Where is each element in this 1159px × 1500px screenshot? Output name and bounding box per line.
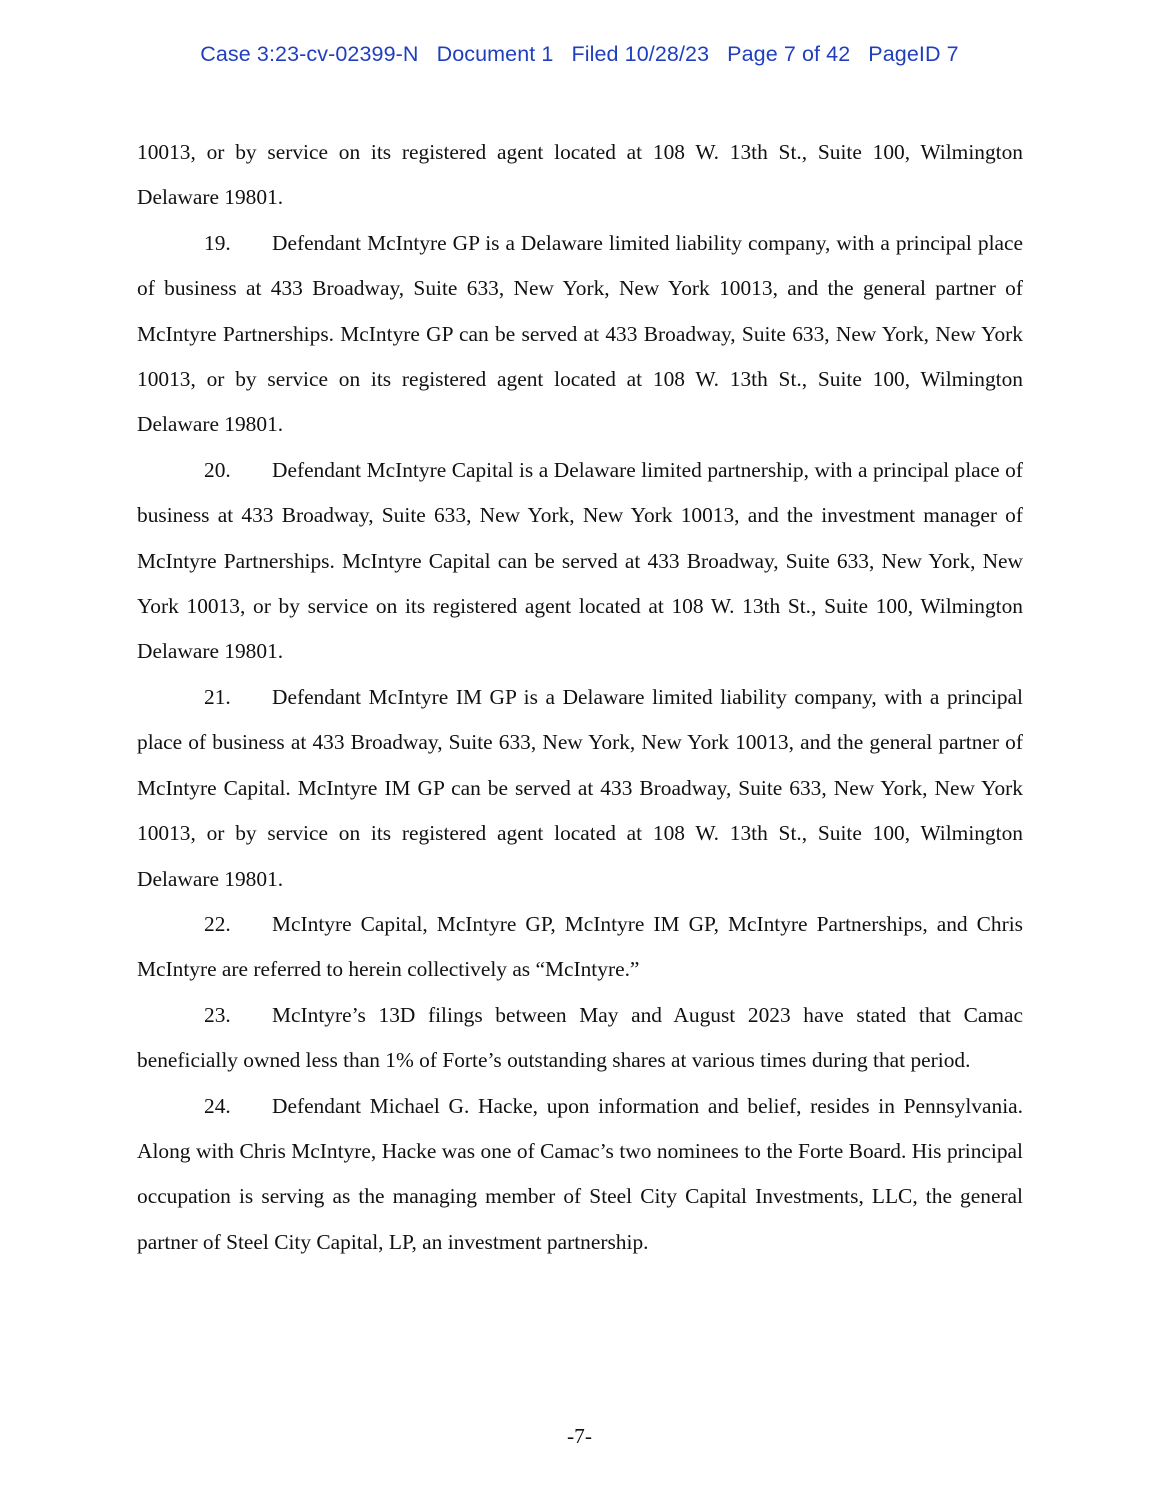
page-id: PageID 7	[868, 42, 959, 66]
paragraph-19	[137, 221, 1023, 448]
paragraph-text: Defendant Michael G. Hacke, upon information and belief, resides in Pennsylvania. Along with Chris McIntyre, Hacke was one of Camac’s two nominees to the Forte Board. His principal occupation is serving as the managing member of Steel City Capital Investments, LLC, the general partner of Steel City Capital, LP, an investment partnership.	[137, 1093, 1023, 1254]
page-number: -7-	[567, 1424, 592, 1448]
document-body	[137, 130, 1023, 1265]
paragraph-number: 19.	[204, 230, 231, 255]
filed-date: Filed 10/28/23	[571, 42, 710, 66]
paragraph-number: 20.	[204, 457, 231, 482]
paragraph-text: McIntyre Capital, McIntyre GP, McIntyre IM GP, McIntyre Partnerships, and Chris McIntyre are referred to herein collectively as “McIntyre.”	[137, 911, 1023, 982]
case-header	[0, 42, 1159, 67]
paragraph-24	[137, 1084, 1023, 1266]
continuation-paragraph: 10013, or by service on its registered agent located at 108 W. 13th St., Suite 100, Wilmington Delaware 19801.	[137, 140, 1023, 210]
paragraph-number: 24.	[204, 1093, 231, 1118]
paragraph-number: 22.	[204, 911, 231, 936]
page-count: Page 7 of 42	[727, 42, 851, 66]
paragraph-22	[137, 902, 1023, 993]
paragraph-text: Defendant McIntyre Capital is a Delaware limited partnership, with a principal place of business at 433 Broadway, Suite 633, New York, New York 10013, and the investment manager of McIntyre Partnerships. McIntyre Capital can be served at 433 Broadway, Suite 633, New York, New York 10013, or by service on its registered agent located at 108 W. 13th St., Suite 100, Wilmington Delaware 19801.	[137, 457, 1023, 664]
paragraph-text: Defendant McIntyre GP is a Delaware limited liability company, with a principal place of business at 433 Broadway, Suite 633, New York, New York 10013, and the general partner of McIntyre Partnerships. McIntyre GP can be served at 433 Broadway, Suite 633, New York, New York 10013, or by service on its registered agent located at 108 W. 13th St., Suite 100, Wilmington Delaware 19801.	[137, 230, 1023, 437]
document-number: Document 1	[436, 42, 554, 66]
case-number: Case 3:23-cv-02399-N	[200, 42, 419, 66]
paragraph-20	[137, 448, 1023, 675]
paragraph-text: McIntyre’s 13D filings between May and August 2023 have stated that Camac beneficially owned less than 1% of Forte’s outstanding shares at various times during that period.	[137, 1002, 1023, 1073]
paragraph-21	[137, 675, 1023, 902]
paragraph-23	[137, 993, 1023, 1084]
paragraph-text: Defendant McIntyre IM GP is a Delaware limited liability company, with a principal place of business at 433 Broadway, Suite 633, New York, New York 10013, and the general partner of McIntyre Capital. McIntyre IM GP can be served at 433 Broadway, Suite 633, New York, New York 10013, or by service on its registered agent located at 108 W. 13th St., Suite 100, Wilmington Delaware 19801.	[137, 684, 1023, 891]
paragraph-number: 21.	[204, 684, 231, 709]
paragraph-number: 23.	[204, 1002, 231, 1027]
